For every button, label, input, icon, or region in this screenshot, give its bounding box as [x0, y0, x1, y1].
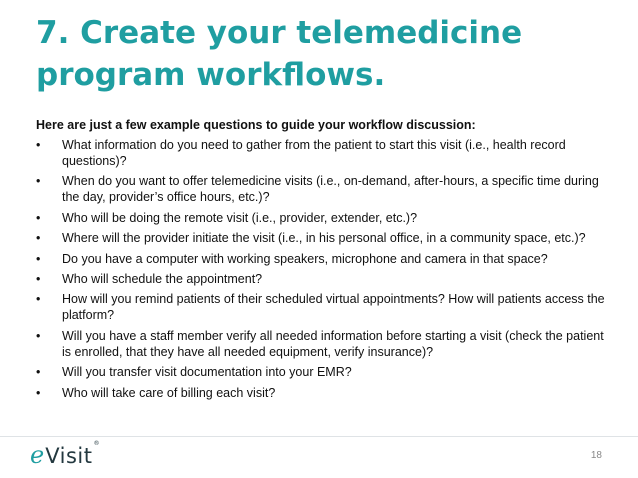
- list-item-text: Who will schedule the appointment?: [62, 271, 263, 286]
- list-item-text: Where will the provider initiate the visit (i.e., in his personal office, in a community space, etc.)?: [62, 231, 586, 246]
- list-item: [36, 173, 608, 205]
- bullet-icon: •: [36, 271, 41, 286]
- list-item: [36, 230, 608, 246]
- logo-e: e: [30, 441, 45, 469]
- bullet-icon: •: [36, 328, 41, 343]
- list-item-text: How will you remind patients of their scheduled virtual appointments? How will patients access the platform?: [62, 292, 605, 323]
- slide-body: [36, 117, 608, 405]
- slide-title: 7. Create your telemedicine program workflows.: [36, 15, 523, 93]
- list-item: [36, 385, 608, 401]
- list-item-text: Who will take care of billing each visit?: [62, 385, 276, 400]
- list-item-text: Will you have a staff member verify all needed information before starting a visit (check the patient is enrolled, that they have all needed equipment, verify insurance)?: [62, 328, 604, 359]
- list-item-text: Will you transfer visit documentation into your EMR?: [62, 365, 352, 380]
- list-item: [36, 364, 608, 380]
- intro-text: Here are just a few example questions to guide your workflow discussion:: [36, 118, 476, 132]
- page-number: 18: [590, 450, 602, 461]
- list-item: [36, 210, 608, 226]
- bullet-icon: •: [36, 365, 41, 380]
- list-item: [36, 328, 608, 360]
- list-item-text: Who will be doing the remote visit (i.e., provider, extender, etc.)?: [62, 210, 418, 225]
- question-list: [36, 137, 608, 401]
- list-item-text: Do you have a computer with working speakers, microphone and camera in that space?: [62, 251, 548, 266]
- evisit-logo: [30, 441, 99, 467]
- bullet-icon: •: [36, 231, 41, 246]
- bullet-icon: •: [36, 210, 41, 225]
- list-item: [36, 271, 608, 287]
- list-item: [36, 137, 608, 169]
- bullet-icon: •: [36, 174, 41, 189]
- list-item-text: What information do you need to gather from the patient to start this visit (i.e., health record questions)?: [62, 138, 566, 168]
- bullet-icon: •: [36, 138, 41, 152]
- list-item: [36, 251, 608, 267]
- list-item-text: When do you want to offer telemedicine visits (i.e., on-demand, after-hours, a specific time during the day, provider’s office hours, etc.)?: [62, 174, 599, 205]
- footer-divider: [0, 436, 638, 437]
- trademark-icon: ®: [93, 440, 100, 447]
- bullet-icon: •: [36, 251, 41, 266]
- logo-wordmark: Visit: [45, 444, 93, 468]
- bullet-icon: •: [36, 292, 41, 307]
- list-item: [36, 291, 608, 323]
- bullet-icon: •: [36, 385, 41, 400]
